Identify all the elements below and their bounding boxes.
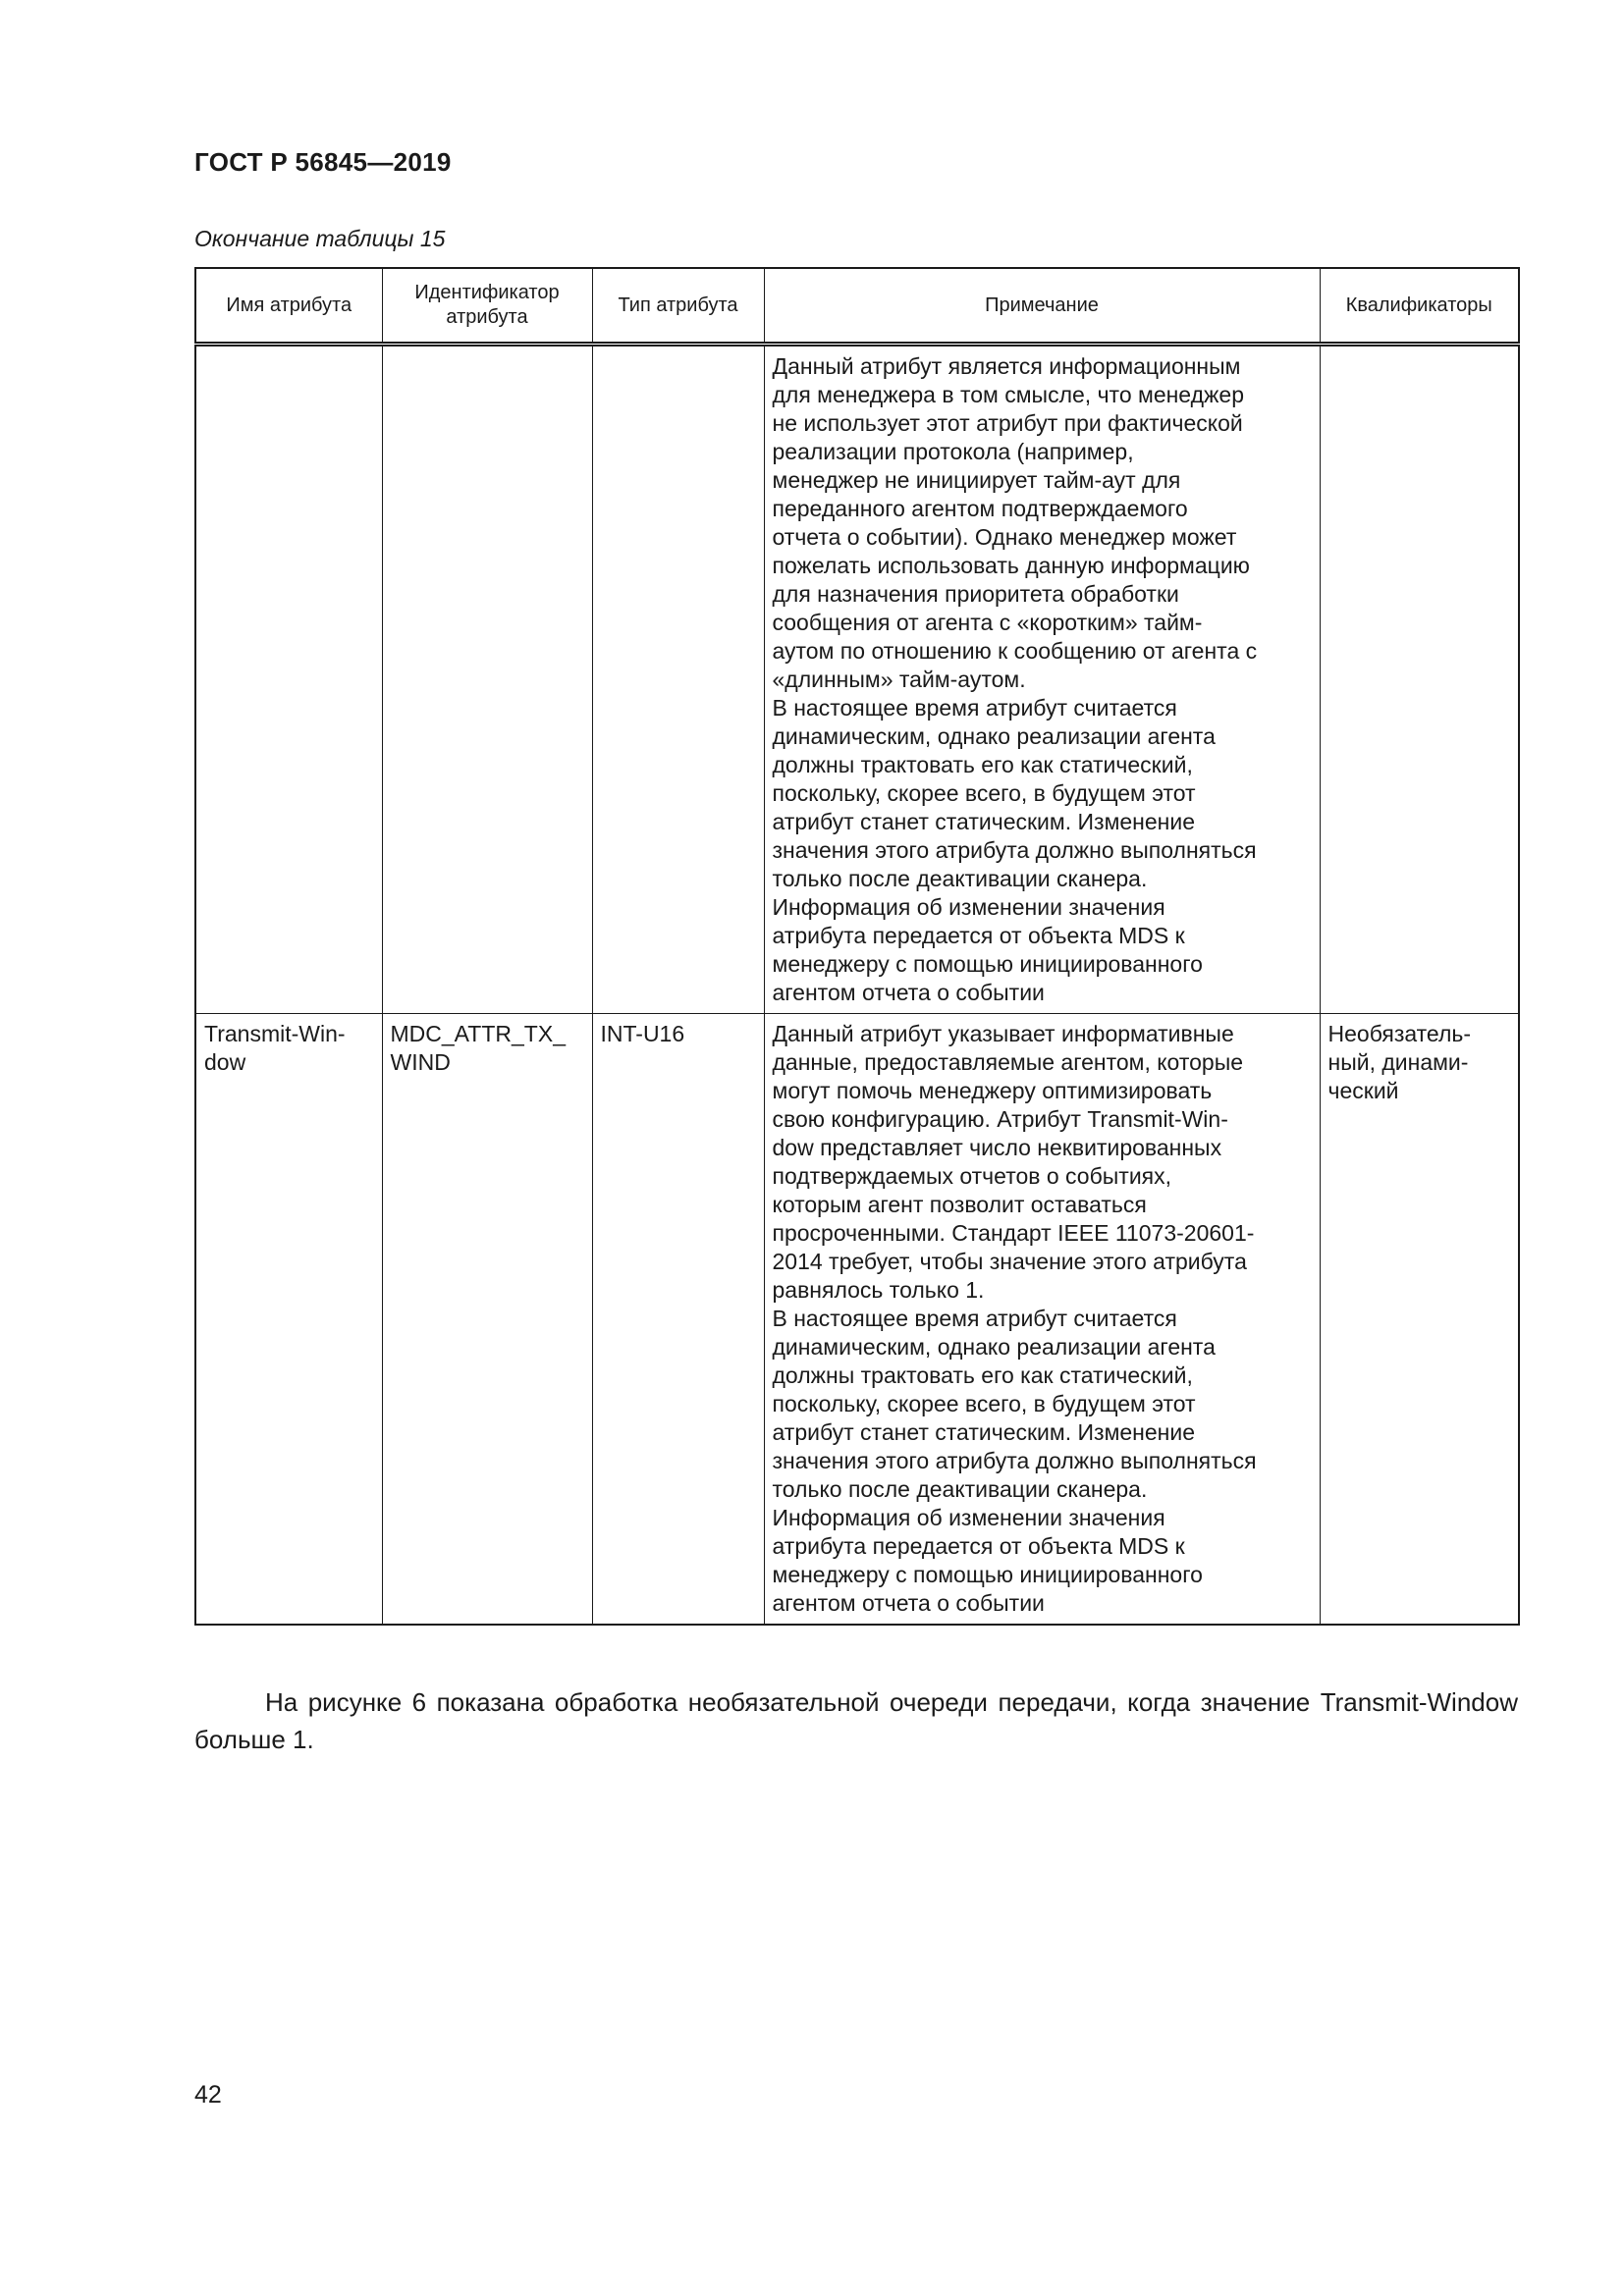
table-row [195, 1014, 1519, 1626]
text-line: отчета о событии). Однако менеджер может [772, 524, 1237, 550]
attribute-type-text: INT-U16 [600, 1021, 685, 1046]
text-line: только после деактивации сканера. [772, 1476, 1148, 1502]
text-line: менеджер не инициирует тайм-аут для [772, 467, 1181, 493]
text-line: только после деактивации сканера. [772, 866, 1148, 891]
text-line: реализации протокола (например, [772, 439, 1134, 464]
table-row [195, 345, 1519, 1014]
text-line: атрибут станет статическим. Изменение [772, 1419, 1196, 1445]
qualifiers-text [1321, 347, 1519, 358]
attribute-id-cell [382, 1014, 592, 1626]
text-line: В настоящее время атрибут считается [772, 1306, 1177, 1331]
text-line: подтверждаемых отчетов о событиях, [772, 1163, 1172, 1189]
column-header-qualifiers: Квалификаторы [1320, 268, 1519, 345]
text-line: равнялось только 1. [772, 1277, 985, 1303]
qualifiers-cell [1320, 1014, 1519, 1626]
text-line: dow представляет число неквитированных [772, 1135, 1222, 1160]
table-header-row [195, 268, 1519, 345]
note-text [765, 1014, 1320, 1624]
attributes-table [194, 267, 1520, 1626]
attribute-type-cell [592, 345, 764, 1014]
text-line: аутом по отношению к сообщению от агента с [772, 638, 1258, 664]
text-line: динамическим, однако реализации агента [772, 723, 1216, 749]
text-line: значения этого атрибута должно выполняться [772, 837, 1257, 863]
page-number: 42 [194, 2081, 222, 2109]
text-line: Transmit-Win- [204, 1021, 346, 1046]
text-line: для назначения приоритета обработки [772, 581, 1179, 607]
attribute-name-cell [195, 345, 382, 1014]
text-line: не использует этот атрибут при фактической [772, 410, 1243, 436]
text-line: WIND [390, 1049, 451, 1075]
attribute-name-cell [195, 1014, 382, 1626]
qualifiers-cell [1320, 345, 1519, 1014]
text-line: В настоящее время атрибут считается [772, 695, 1177, 721]
text-line: поскольку, скорее всего, в будущем этот [772, 780, 1196, 806]
text-line: Данный атрибут указывает информативные [772, 1021, 1234, 1046]
text-line: Информация об изменении значения [772, 894, 1165, 920]
text-line: могут помочь менеджеру оптимизировать [772, 1078, 1213, 1103]
text-line: dow [204, 1049, 246, 1075]
text-line: сообщения от агента с «коротким» тайм- [772, 610, 1203, 635]
attribute-id-cell [382, 345, 592, 1014]
text-line: Необязатель- [1327, 1021, 1472, 1046]
note-text [765, 347, 1320, 1013]
column-header-note: Примечание [764, 268, 1320, 345]
qualifiers-text [1321, 1014, 1519, 1111]
text-line: свою конфигурацию. Атрибут Transmit-Win- [772, 1106, 1228, 1132]
text-line: агентом отчета о событии [772, 1590, 1045, 1616]
text-line: данные, предоставляемые агентом, которые [772, 1049, 1244, 1075]
text-line: просроченными. Стандарт IEEE 11073-20601- [772, 1220, 1255, 1246]
text-line: поскольку, скорее всего, в будущем этот [772, 1391, 1196, 1416]
text-line: значения этого атрибута должно выполняться [772, 1448, 1257, 1473]
note-cell [764, 345, 1320, 1014]
text-line: менеджеру с помощью инициированного [772, 1562, 1203, 1587]
text-line: MDC_ATTR_TX_ [390, 1021, 566, 1046]
attribute-name-text [196, 1014, 382, 1083]
text-line: должны трактовать его как статический, [772, 752, 1193, 777]
text-line: ческий [1327, 1078, 1399, 1103]
text-line: Данный атрибут является информационным [772, 353, 1241, 379]
text-line: динамическим, однако реализации агента [772, 1334, 1216, 1360]
text-line: атрибут станет статическим. Изменение [772, 809, 1196, 834]
text-line: переданного агентом подтверждаемого [772, 496, 1188, 521]
document-header: ГОСТ Р 56845—2019 [194, 147, 452, 177]
text-line: атрибута передается от объекта MDS к [772, 1533, 1185, 1559]
text-line: которым агент позволит оставаться [772, 1192, 1147, 1217]
text-line: менеджеру с помощью инициированного [772, 951, 1203, 977]
column-header-attribute-id: Идентификатор атрибута [382, 268, 592, 345]
table-caption: Окончание таблицы 15 [194, 226, 446, 251]
text-line: атрибута передается от объекта MDS к [772, 923, 1185, 948]
text-line: Информация об изменении значения [772, 1505, 1165, 1530]
text-line: «длинным» тайм-аутом. [772, 667, 1026, 692]
column-header-attribute-type: Тип атрибута [592, 268, 764, 345]
text-line: ный, динами- [1327, 1049, 1469, 1075]
body-paragraph: На рисунке 6 показана обработка необязательной очереди передачи, когда значение Transmit-Window больше 1. [194, 1687, 1518, 1754]
column-header-attribute-name: Имя атрибута [195, 268, 382, 345]
attribute-type-cell [592, 1014, 764, 1626]
text-line: пожелать использовать данную информацию [772, 553, 1250, 578]
note-cell [764, 1014, 1320, 1626]
text-line: агентом отчета о событии [772, 980, 1045, 1005]
text-line: для менеджера в том смысле, что менеджер [772, 382, 1244, 407]
text-line: должны трактовать его как статический, [772, 1362, 1193, 1388]
text-line: 2014 требует, чтобы значение этого атрибута [772, 1249, 1247, 1274]
attribute-id-text [383, 1014, 592, 1083]
